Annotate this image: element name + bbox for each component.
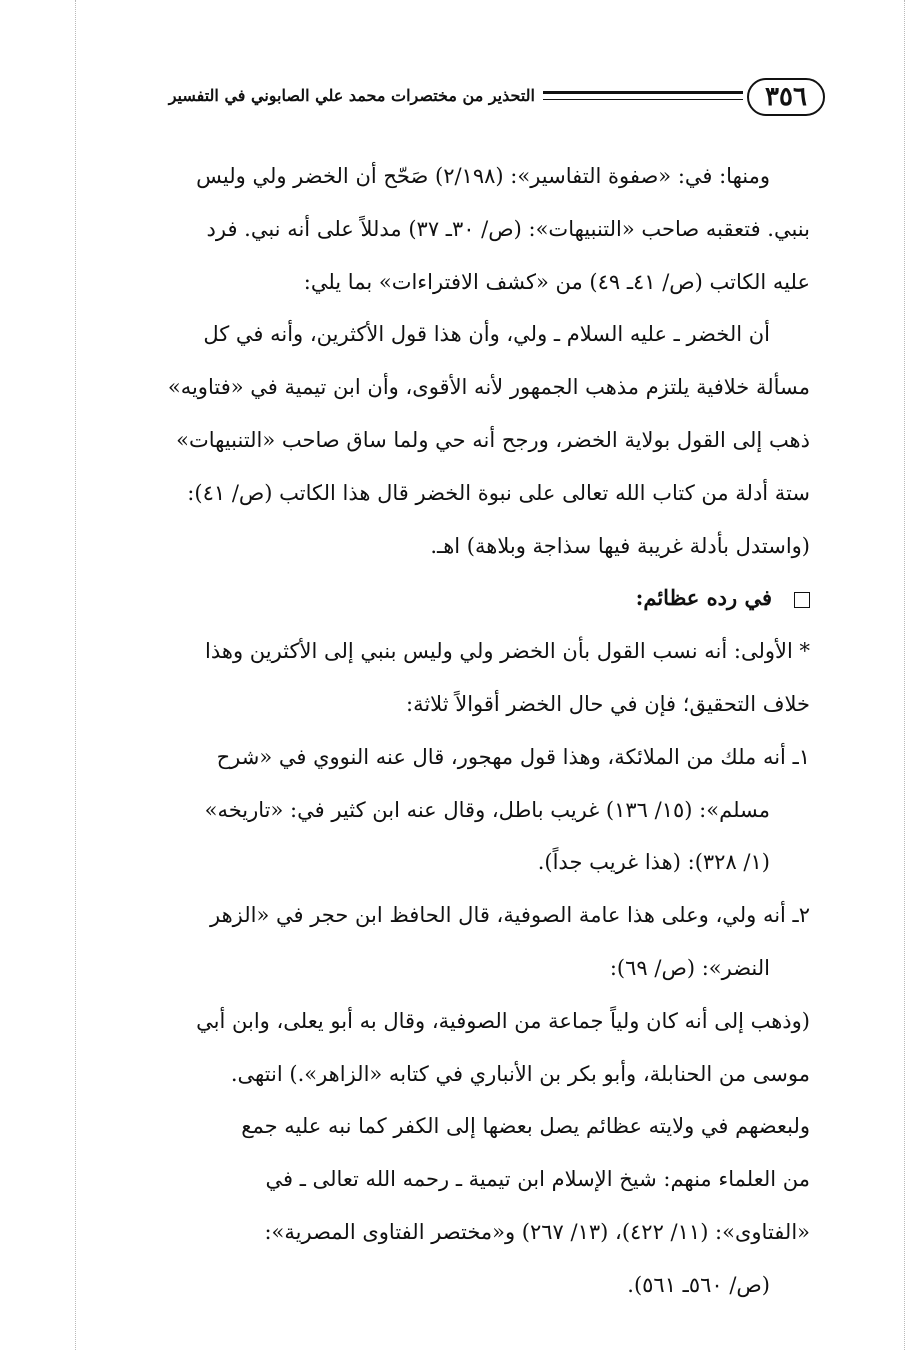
margin-guide-right bbox=[904, 0, 905, 1350]
page-header bbox=[90, 78, 825, 118]
text-line: خلاف التحقيق؛ فإن في حال الخضر أقوالاً ثلاثة: bbox=[406, 691, 810, 716]
text-line: * الأولى: أنه نسب القول بأن الخضر ولي وليس بنبي إلى الأكثرين وهذا bbox=[205, 639, 810, 664]
section-heading-text: في رده عظائم: bbox=[635, 585, 772, 611]
text-line: مسألة خلافية يلتزم مذهب الجمهور لأنه الأقوى، وأن ابن تيمية في «فتاويه» bbox=[167, 375, 810, 400]
margin-guide-left bbox=[75, 0, 76, 1350]
section-heading bbox=[100, 572, 810, 625]
text-line: بنبي. فتعقبه صاحب «التنبيهات»: (ص/ ٣٠ـ ٣٧) مدللاً على أنه نبي. فرد bbox=[206, 216, 810, 241]
text-line: «الفتاوى»: (١١/ ٤٢٢)، (١٣/ ٢٦٧) و«مختصر الفتاوى المصرية»: bbox=[264, 1219, 810, 1244]
page-number: ٣٥٦ bbox=[747, 78, 825, 116]
text-line: النضر»: (ص/ ٦٩): bbox=[609, 955, 770, 980]
list-item-2: ٢ـ أنه ولي، وعلى هذا عامة الصوفية، قال الحافظ ابن حجر في «الزهر bbox=[209, 903, 810, 928]
text-line: موسى من الحنابلة، وأبو بكر بن الأنباري في كتابه «الزاهر».) انتهى. bbox=[230, 1061, 810, 1086]
text-line: (١/ ٣٢٨): (هذا غريب جداً). bbox=[537, 850, 770, 875]
text-line: (واستدل بأدلة غريبة فيها سذاجة وبلاهة) اهـ. bbox=[430, 533, 810, 558]
text-line: ستة أدلة من كتاب الله تعالى على نبوة الخضر قال هذا الكاتب (ص/ ٤١): bbox=[187, 480, 810, 505]
text-line: أن الخضر ـ عليه السلام ـ ولي، وأن هذا قول الأكثرين، وأنه في كل bbox=[203, 322, 770, 347]
text-line: ومنها: في: «صفوة التفاسير»: (٢/١٩٨) صَحّح أن الخضر ولي وليس bbox=[196, 164, 770, 188]
header-rule bbox=[543, 91, 743, 100]
page-body bbox=[100, 150, 810, 1312]
text-line: عليه الكاتب (ص/ ٤١ـ ٤٩) من «كشف الافتراءات» بما يلي: bbox=[303, 269, 810, 294]
text-line: مسلم»: (١٥/ ١٣٦) غريب باطل، وقال عنه ابن كثير في: «تاريخه» bbox=[204, 797, 770, 822]
text-line: من العلماء منهم: شيخ الإسلام ابن تيمية ـ رحمه الله تعالى ـ في bbox=[265, 1167, 810, 1192]
list-item-1: ١ـ أنه ملك من الملائكة، وهذا قول مهجور، قال عنه النووي في «شرح bbox=[216, 744, 810, 769]
text-line: (وذهب إلى أنه كان ولياً جماعة من الصوفية، وقال به أبو يعلى، وابن أبي bbox=[196, 1008, 810, 1033]
text-line: ذهب إلى القول بولاية الخضر، ورجح أنه حي ولما ساق صاحب «التنبيهات» bbox=[176, 427, 810, 452]
text-line: (ص/ ٥٦٠ـ ٥٦١). bbox=[627, 1272, 770, 1297]
running-title: التحذير من مختصرات محمد علي الصابوني في التفسير bbox=[168, 86, 535, 105]
checkbox-square-icon bbox=[794, 592, 810, 608]
text-line: ولبعضهم في ولايته عظائم يصل بعضها إلى الكفر كما نبه عليه جمع bbox=[241, 1114, 810, 1139]
